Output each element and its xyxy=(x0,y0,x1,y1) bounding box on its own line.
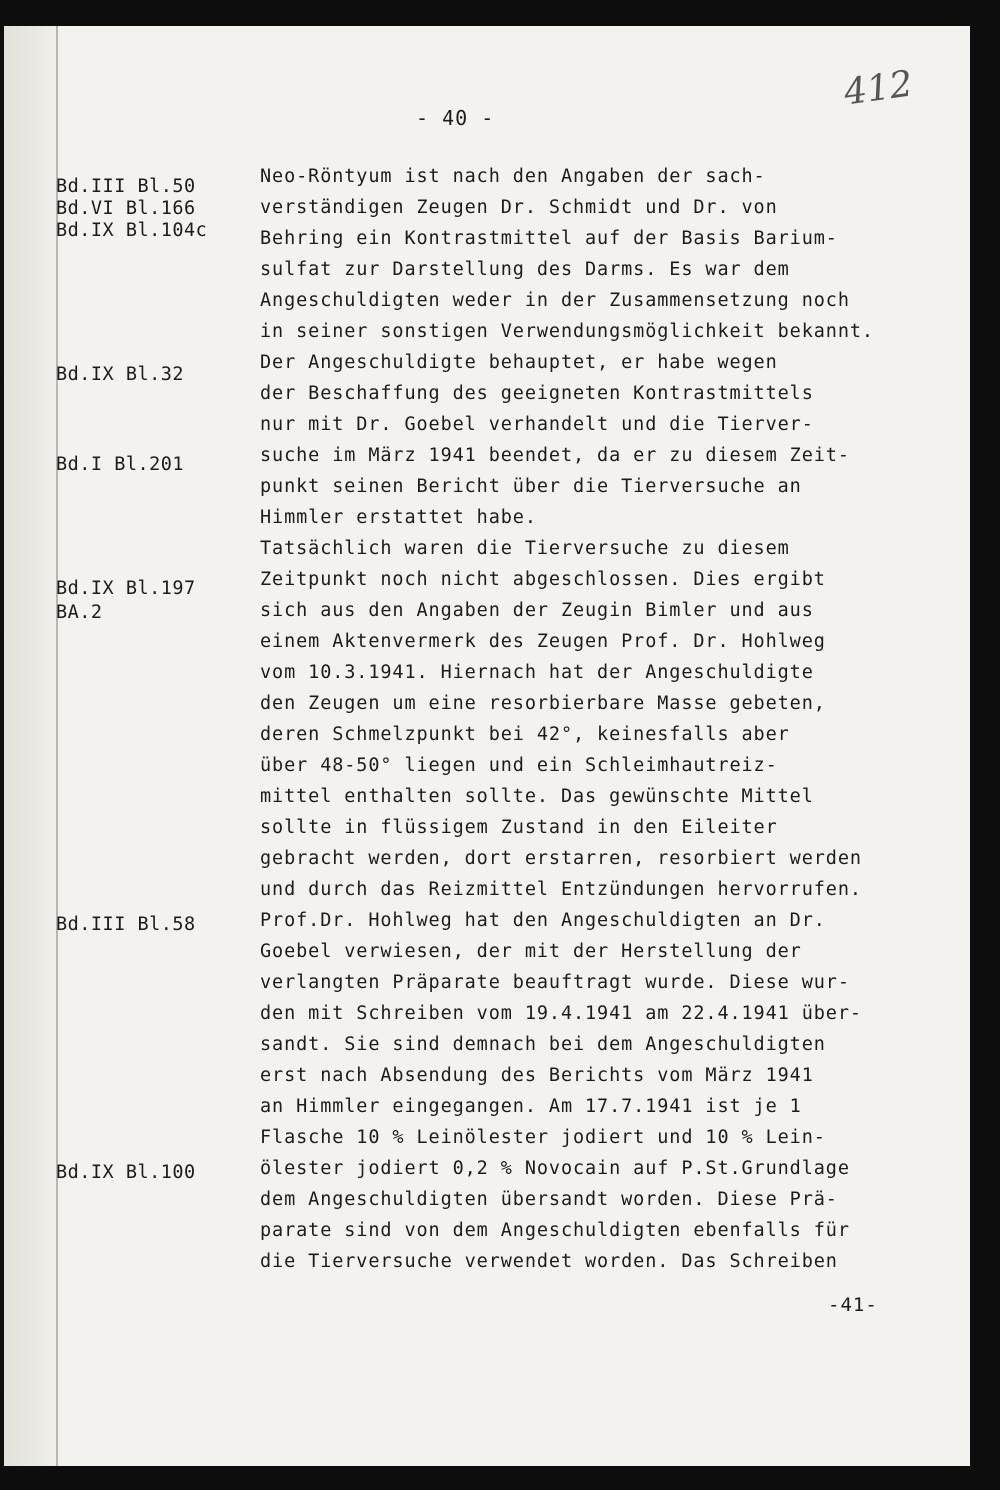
binding-line xyxy=(56,26,58,1466)
body-line: gebracht werden, dort erstarren, resorbiert werden xyxy=(260,848,862,869)
body-line: mittel enthalten sollte. Das gewünschte Mittel xyxy=(260,786,814,807)
margin-reference: BA.2 xyxy=(56,602,103,623)
body-line: Tatsächlich waren die Tierversuche zu diesem xyxy=(260,538,790,559)
body-line: erst nach Absendung des Berichts vom März 1941 xyxy=(260,1065,814,1086)
body-line: Neo-Röntyum ist nach den Angaben der sach- xyxy=(260,166,766,187)
body-line: den Zeugen um eine resorbierbare Masse gebeten, xyxy=(260,693,826,714)
body-line: Goebel verwiesen, der mit der Herstellung der xyxy=(260,941,802,962)
document-page xyxy=(4,26,970,1466)
next-page-marker: -41- xyxy=(828,1294,878,1316)
body-line: in seiner sonstigen Verwendungsmöglichkeit bekannt. xyxy=(260,321,874,342)
body-line: dem Angeschuldigten übersandt worden. Diese Prä- xyxy=(260,1189,838,1210)
margin-reference: Bd.IX Bl.197 xyxy=(56,578,196,599)
margin-reference: Bd.IX Bl.104c xyxy=(56,220,208,241)
margin-reference: Bd.VI Bl.166 xyxy=(56,198,196,219)
body-line: und durch das Reizmittel Entzündungen hervorrufen. xyxy=(260,879,862,900)
body-line: deren Schmelzpunkt bei 42°, keinesfalls aber xyxy=(260,724,790,745)
body-line: vom 10.3.1941. Hiernach hat der Angeschuldigte xyxy=(260,662,814,683)
margin-reference: Bd.III Bl.50 xyxy=(56,176,196,197)
body-line: sich aus den Angaben der Zeugin Bimler und aus xyxy=(260,600,814,621)
body-line: der Beschaffung des geeigneten Kontrastmittels xyxy=(260,383,814,404)
body-line: die Tierversuche verwendet worden. Das Schreiben xyxy=(260,1251,838,1272)
body-line: Angeschuldigten weder in der Zusammensetzung noch xyxy=(260,290,850,311)
body-line: über 48-50° liegen und ein Schleimhautreiz- xyxy=(260,755,778,776)
body-line: nur mit Dr. Goebel verhandelt und die Tierver- xyxy=(260,414,814,435)
body-line: Der Angeschuldigte behauptet, er habe wegen xyxy=(260,352,778,373)
margin-reference: Bd.IX Bl.32 xyxy=(56,364,185,385)
body-line: Flasche 10 % Leinölester jodiert und 10 % Lein- xyxy=(260,1127,826,1148)
body-line: verlangten Präparate beauftragt wurde. Diese wur- xyxy=(260,972,850,993)
body-line: einem Aktenvermerk des Zeugen Prof. Dr. Hohlweg xyxy=(260,631,826,652)
body-line: ölester jodiert 0,2 % Novocain auf P.St.Grundlage xyxy=(260,1158,850,1179)
margin-reference: Bd.III Bl.58 xyxy=(56,914,196,935)
handwritten-folio-number: 412 xyxy=(841,63,916,114)
body-line: den mit Schreiben vom 19.4.1941 am 22.4.1941 über- xyxy=(260,1003,862,1024)
body-line: suche im März 1941 beendet, da er zu diesem Zeit- xyxy=(260,445,850,466)
body-line: Himmler erstattet habe. xyxy=(260,507,537,528)
page-number: - 40 - xyxy=(416,106,495,130)
body-line: Prof.Dr. Hohlweg hat den Angeschuldigten an Dr. xyxy=(260,910,826,931)
body-line: an Himmler eingegangen. Am 17.7.1941 ist je 1 xyxy=(260,1096,802,1117)
body-line: punkt seinen Bericht über die Tierversuche an xyxy=(260,476,802,497)
body-line: Behring ein Kontrastmittel auf der Basis Barium- xyxy=(260,228,838,249)
margin-reference: Bd.IX Bl.100 xyxy=(56,1162,196,1183)
margin-reference: Bd.I Bl.201 xyxy=(56,454,185,475)
body-line: parate sind von dem Angeschuldigten ebenfalls für xyxy=(260,1220,850,1241)
body-line: verständigen Zeugen Dr. Schmidt und Dr. von xyxy=(260,197,778,218)
body-line: sulfat zur Darstellung des Darms. Es war dem xyxy=(260,259,790,280)
body-line: sandt. Sie sind demnach bei dem Angeschuldigten xyxy=(260,1034,826,1055)
body-line: sollte in flüssigem Zustand in den Eileiter xyxy=(260,817,778,838)
binding-edge xyxy=(4,26,62,1466)
body-line: Zeitpunkt noch nicht abgeschlossen. Dies ergibt xyxy=(260,569,826,590)
